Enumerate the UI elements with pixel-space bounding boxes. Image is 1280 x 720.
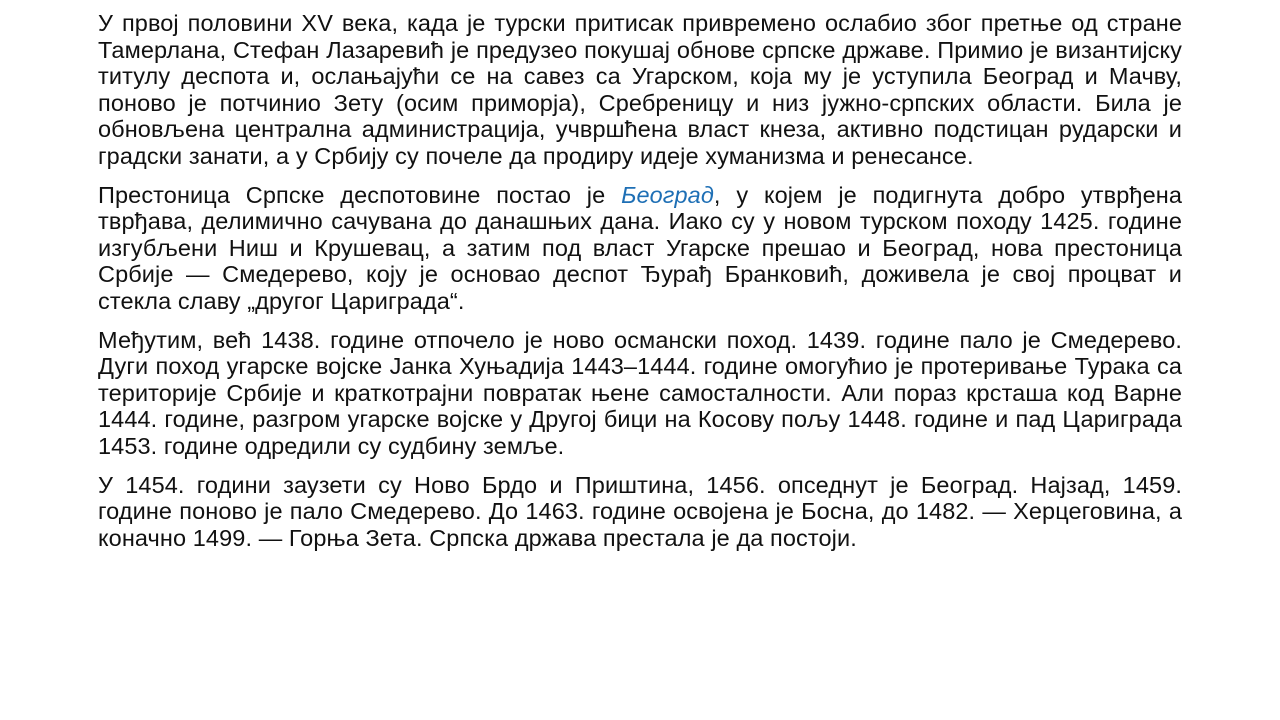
paragraph-1-text: У првој половини XV века, када је турски притисак привремено ослабио због претње од стране Тамерлана, Стефан Лазаревић је предузео покушај обнове српске државе. Примио је византијску титулу деспота и, ослањајући се на савез са Угарском, која му је уступила Београд и Мачву, поново је потчинио Зету (осим приморја), Сребреницу и низ јужно-српских области. Била је обновљена централна администрација, учвршћена власт кнеза, активно подстицан рударски и градски занати, а у Србију су почеле да продиру идеје хуманизма и ренесансе. (98, 10, 1182, 169)
paragraph-2-before: Престоница Српске деспотовине постао је (98, 181, 622, 208)
paragraph-1 (98, 10, 1182, 170)
paragraph-4-text: У 1454. години заузети су Ново Брдо и Приштина, 1456. опседнут је Београд. Најзад, 1459. године поново је пало Смедерево. До 1463. године освојена је Босна, до 1482. — Херцеговина, а коначно 1499. — Горња Зета. Српска држава престала је да постоји. (98, 471, 1182, 551)
paragraph-2-after: , у којем је подигнута добро утврђена тврђава, делимично сачувана до данашњих дана. Иако су у новом турском походу 1425. године изгубљени Ниш и Крушевац, а затим под власт Угарске прешао и Београд, нова престоница Србије — Смедерево, коју је основао деспот Ђурађ Бранковић, доживела је свој процват и стекла славу „другог Цариграда“. (98, 181, 1182, 314)
paragraph-4 (98, 472, 1182, 552)
paragraph-3 (98, 327, 1182, 460)
belgrade-link[interactable]: Београд (621, 181, 714, 208)
text-box (98, 10, 1182, 563)
paragraph-2 (98, 182, 1182, 315)
paragraph-3-text: Међутим, већ 1438. године отпочело је ново османски поход. 1439. године пало је Смедерево. Дуги поход угарске војске Јанка Хуњадија 1443–1444. године омогућио је протеривање Турака са територије Србије и краткотрајни повратак њене самосталности. Али пораз крсташа код Варне 1444. године, разгром угарске војске у Другој бици на Косову пољу 1448. године и пад Цариграда 1453. године одредили су судбину земље. (98, 326, 1182, 459)
